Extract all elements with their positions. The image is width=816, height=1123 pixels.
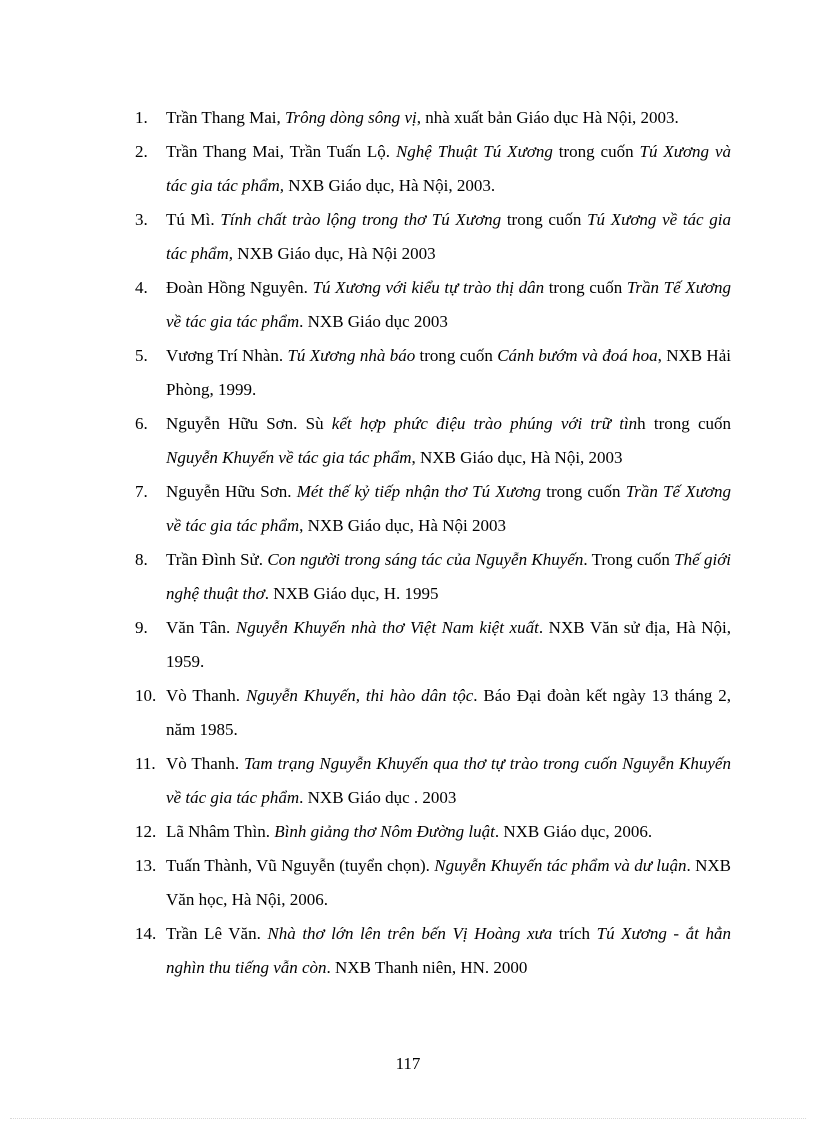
reference-number: 7. — [135, 482, 148, 501]
reference-text-segment: NXB Giáo dục, Hà Nội 2003 — [233, 244, 436, 263]
reference-title-italic: Nguyễn Khuyến về tác gia tác phẩm — [166, 448, 412, 467]
reference-text — [166, 203, 731, 271]
reference-text-segment: NXB Giáo dục, Hà Nội, 2003. — [284, 176, 496, 195]
reference-item — [135, 475, 731, 543]
reference-item — [135, 849, 731, 917]
reference-text-segment: . NXB Giáo dục . 2003 — [299, 788, 457, 807]
reference-text-segment: Trần Thang Mai, Trần Tuấn Lộ. — [166, 142, 396, 161]
reference-title-italic: Tam trạng Nguyễn Khuyến qua thơ tự trào trong cuốn Nguyễn Khuyến về tác gia tác phẩm — [166, 754, 731, 807]
reference-text-segment: Trần Đình Sử. — [166, 550, 268, 569]
reference-text — [166, 135, 731, 203]
reference-text-segment: . NXB Giáo dục, 2006. — [494, 822, 653, 841]
reference-text-segment: . NXB Thanh niên, HN. 2000 — [326, 958, 528, 977]
reference-title-italic: Tú Xương - ắt hẳn nghìn thu tiếng vẫn còn — [166, 924, 731, 977]
reference-title-italic: Nguyễn Khuyến tác phẩm và dư luận — [434, 856, 687, 875]
reference-text-segment: . NXB Giáo dục, H. 1995 — [264, 584, 439, 603]
reference-item — [135, 135, 731, 203]
reference-text-segment: Trần Thang Mai, — [166, 108, 285, 127]
reference-text — [166, 543, 731, 611]
reference-text — [166, 101, 731, 135]
reference-title-italic: Cánh bướm và đoá hoa — [497, 346, 658, 365]
reference-title-italic: Nghệ Thuật Tú Xương — [395, 142, 553, 161]
reference-number: 9. — [135, 618, 148, 637]
reference-title-italic: Tú Xương nhà báo — [287, 346, 416, 365]
reference-text — [166, 271, 731, 339]
reference-text-segment: Đoàn Hồng Nguyên. — [166, 278, 313, 297]
reference-number: 2. — [135, 142, 148, 161]
reference-text-segment: , NXB Giáo dục, Hà Nội, 2003 — [411, 448, 623, 467]
reference-number: 8. — [135, 550, 148, 569]
reference-title-italic: Tú Xương về tác gia tác phẩm, — [166, 210, 731, 263]
reference-number: 1. — [135, 108, 148, 127]
reference-text-segment: trong cuốn — [552, 142, 640, 161]
reference-title-italic: Tú Xương với kiểu tự trào thị dân — [312, 278, 545, 297]
reference-title-italic: Con người trong sáng tác của Nguyễn Khuyến — [267, 550, 584, 569]
reference-number: 13. — [135, 856, 157, 875]
reference-title-italic: Trần Tế Xương về tác gia tác phẩm — [166, 278, 732, 331]
reference-text-segment: Vương Trí Nhàn. — [166, 346, 288, 365]
reference-number: 10. — [135, 686, 157, 705]
reference-text-segment: Nguyễn Hữu Sơn. Sù — [166, 414, 332, 433]
reference-title-italic: Nguyễn Khuyến nhà thơ Việt Nam kiệt xuất — [235, 618, 539, 637]
reference-number: 3. — [135, 210, 148, 229]
reference-text-segment: h trong cuốn — [637, 414, 731, 433]
reference-number: 12. — [135, 822, 157, 841]
reference-item — [135, 271, 731, 339]
reference-text-segment: trong cuốn — [541, 482, 626, 501]
reference-title-italic: Trông dòng sông vị — [285, 108, 417, 127]
reference-title-italic: Nguyễn Khuyến, thi hào dân tộc — [245, 686, 474, 705]
reference-title-italic: Bình giảng thơ Nôm Đường luật — [274, 822, 495, 841]
reference-text — [166, 917, 731, 985]
reference-text-segment: trong cuốn — [501, 210, 588, 229]
reference-text-segment: . Báo Đại đoàn kết ngày 13 tháng 2, năm 1985. — [166, 686, 731, 739]
reference-text-segment: Vò Thanh. — [166, 754, 245, 773]
reference-text — [166, 815, 731, 849]
reference-text-segment: . NXB Văn sử địa, Hà Nội, 1959. — [166, 618, 731, 671]
reference-text-segment: , NXB Giáo dục, Hà Nội 2003 — [299, 516, 506, 535]
reference-item — [135, 101, 731, 135]
reference-number: 11. — [135, 754, 156, 773]
reference-text-segment: Trần Lê Văn. — [166, 924, 268, 943]
reference-item — [135, 543, 731, 611]
reference-item — [135, 407, 731, 475]
reference-text-segment: . Trong cuốn — [583, 550, 675, 569]
reference-title-italic: kết hợp phức điệu trào phúng với trữ tìn — [331, 414, 638, 433]
reference-text-segment: Nguyễn Hữu Sơn. — [166, 482, 297, 501]
reference-text — [166, 475, 731, 543]
reference-text-segment: , nhà xuất bản Giáo dục Hà Nội, 2003. — [416, 108, 679, 127]
reference-item — [135, 339, 731, 407]
reference-text — [166, 747, 731, 815]
reference-text-segment: . NXB Văn học, Hà Nội, 2006. — [166, 856, 731, 909]
reference-text-segment: trong cuốn — [415, 346, 498, 365]
reference-text-segment: Vò Thanh. — [166, 686, 246, 705]
reference-text-segment: Tú Mì. — [166, 210, 221, 229]
reference-text-segment: trong cuốn — [544, 278, 627, 297]
reference-item — [135, 917, 731, 985]
reference-item — [135, 611, 731, 679]
reference-number: 5. — [135, 346, 148, 365]
reference-title-italic: Trần Tế Xương về tác gia tác phẩm — [166, 482, 732, 535]
reference-text — [166, 849, 731, 917]
reference-text-segment: Tuấn Thành, Vũ Nguyễn (tuyển chọn). — [166, 856, 435, 875]
reference-item — [135, 203, 731, 271]
reference-number: 4. — [135, 278, 148, 297]
reference-title-italic: Tính chất trào lộng trong thơ Tú Xương — [220, 210, 502, 229]
reference-title-italic: Mét thế kỷ tiếp nhận thơ Tú Xương — [296, 482, 542, 501]
page-bottom-rule — [10, 1118, 806, 1119]
reference-item — [135, 815, 731, 849]
reference-text — [166, 679, 731, 747]
reference-title-italic: Tú Xương và tác gia tác phẩm, — [166, 142, 731, 195]
reference-text-segment: Lã Nhâm Thìn. — [166, 822, 275, 841]
reference-item — [135, 679, 731, 747]
reference-title-italic: Thế giới nghệ thuật thơ — [166, 550, 731, 603]
reference-text-segment: trích — [552, 924, 597, 943]
reference-item — [135, 747, 731, 815]
page-number: 117 — [395, 1054, 421, 1073]
reference-text-segment: . NXB Giáo dục 2003 — [299, 312, 448, 331]
reference-text — [166, 611, 731, 679]
reference-text — [166, 339, 731, 407]
reference-number: 6. — [135, 414, 148, 433]
reference-text-segment: , NXB Hải Phòng, 1999. — [166, 346, 731, 399]
reference-number: 14. — [135, 924, 157, 943]
reference-text — [166, 407, 731, 475]
reference-text-segment: Văn Tân. — [166, 618, 236, 637]
reference-list — [135, 101, 731, 985]
reference-title-italic: Nhà thơ lớn lên trên bến Vị Hoàng xưa — [267, 924, 553, 943]
